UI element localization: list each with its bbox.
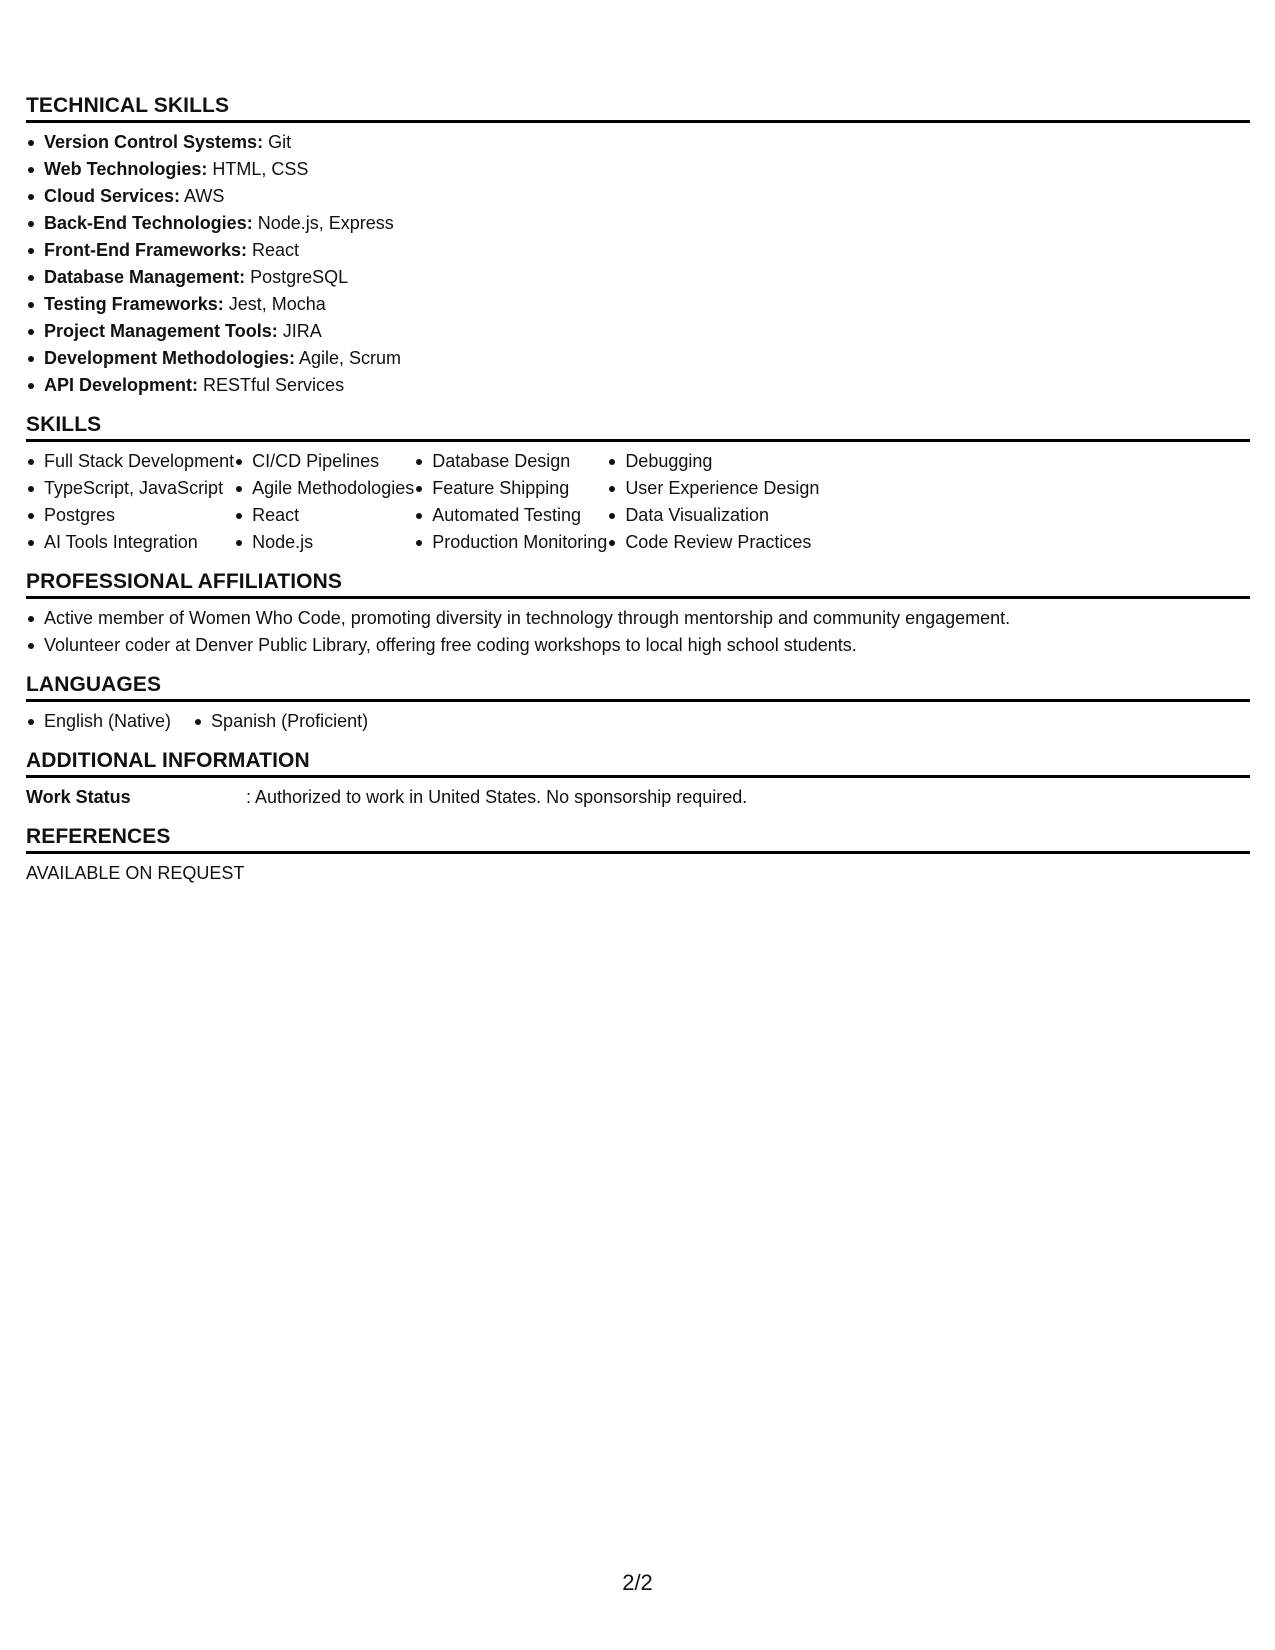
list-item xyxy=(26,129,1250,156)
list-item: Feature Shipping xyxy=(414,475,607,502)
list-item: User Experience Design xyxy=(607,475,819,502)
section-title: REFERENCES xyxy=(26,825,171,848)
skills-grid xyxy=(26,448,1250,556)
list-item: Volunteer coder at Denver Public Library, offering free coding workshops to local high school students. xyxy=(26,632,1250,659)
list-item: Agile Methodologies xyxy=(234,475,414,502)
references-text: AVAILABLE ON REQUEST xyxy=(26,863,245,883)
languages-list xyxy=(26,708,1250,735)
list-item xyxy=(26,264,1250,291)
section-divider xyxy=(26,699,1250,702)
list-item: Full Stack Development xyxy=(26,448,234,475)
section-title: LANGUAGES xyxy=(26,673,162,696)
technical-skills-list xyxy=(26,129,1250,399)
skill-category: Back-End Technologies: xyxy=(44,213,253,233)
skills-column xyxy=(414,448,607,556)
skill-category: Database Management: xyxy=(44,267,246,287)
list-item: Postgres xyxy=(26,502,234,529)
skills-section xyxy=(26,411,1250,556)
skill-value: React xyxy=(247,240,300,260)
skill-value: AWS xyxy=(180,186,225,206)
list-item xyxy=(26,156,1250,183)
skill-value: HTML, CSS xyxy=(207,159,309,179)
skill-category: Testing Frameworks: xyxy=(44,294,224,314)
skill-value: Node.js, Express xyxy=(252,213,394,233)
skill-category: Web Technologies: xyxy=(44,159,208,179)
list-item xyxy=(26,291,1250,318)
section-divider xyxy=(26,775,1250,778)
list-item: Active member of Women Who Code, promoting diversity in technology through mentorship and community engagement. xyxy=(26,605,1250,632)
technical-skills-section xyxy=(26,92,1250,399)
section-title: TECHNICAL SKILLS xyxy=(26,94,230,117)
list-item xyxy=(26,318,1250,345)
list-item: Debugging xyxy=(607,448,819,475)
list-item: Node.js xyxy=(234,529,414,556)
list-item: Production Monitoring xyxy=(414,529,607,556)
skill-value: Git xyxy=(263,132,292,152)
section-title: ADDITIONAL INFORMATION xyxy=(26,749,310,772)
skill-category: Front-End Frameworks: xyxy=(44,240,248,260)
skill-value: RESTful Services xyxy=(198,375,345,395)
skill-category: Project Management Tools: xyxy=(44,321,278,341)
skills-column xyxy=(26,448,234,556)
references-section xyxy=(26,823,1250,887)
section-divider xyxy=(26,439,1250,442)
skills-column xyxy=(234,448,414,556)
list-item: React xyxy=(234,502,414,529)
list-item: Database Design xyxy=(414,448,607,475)
affiliations-list xyxy=(26,605,1250,659)
list-item xyxy=(26,345,1250,372)
section-divider xyxy=(26,596,1250,599)
list-item: CI/CD Pipelines xyxy=(234,448,414,475)
affiliations-section xyxy=(26,568,1250,659)
list-item: AI Tools Integration xyxy=(26,529,234,556)
resume-page xyxy=(26,92,1250,899)
list-item: Code Review Practices xyxy=(607,529,819,556)
list-item: Automated Testing xyxy=(414,502,607,529)
additional-info-section xyxy=(26,747,1250,811)
list-item: TypeScript, JavaScript xyxy=(26,475,234,502)
section-divider xyxy=(26,120,1250,123)
skills-column xyxy=(607,448,819,556)
skill-value: Jest, Mocha xyxy=(223,294,326,314)
info-key: Work Status xyxy=(26,787,131,807)
list-item xyxy=(26,183,1250,210)
skill-value: JIRA xyxy=(277,321,322,341)
list-item: English (Native) xyxy=(26,708,171,735)
list-item: Spanish (Proficient) xyxy=(193,708,368,735)
skill-value: PostgreSQL xyxy=(245,267,349,287)
list-item xyxy=(26,372,1250,399)
skill-category: Version Control Systems: xyxy=(44,132,264,152)
skill-category: API Development: xyxy=(44,375,199,395)
section-title: PROFESSIONAL AFFILIATIONS xyxy=(26,570,342,593)
section-divider xyxy=(26,851,1250,854)
page-number: 2/2 xyxy=(622,1570,653,1595)
list-item xyxy=(26,210,1250,237)
info-row xyxy=(26,784,1250,811)
skill-category: Development Methodologies: xyxy=(44,348,296,368)
section-title: SKILLS xyxy=(26,413,102,436)
skill-category: Cloud Services: xyxy=(44,186,181,206)
languages-section xyxy=(26,671,1250,735)
list-item xyxy=(26,237,1250,264)
list-item: Data Visualization xyxy=(607,502,819,529)
info-value: : Authorized to work in United States. No sponsorship required. xyxy=(246,787,748,807)
skill-value: Agile, Scrum xyxy=(295,348,402,368)
